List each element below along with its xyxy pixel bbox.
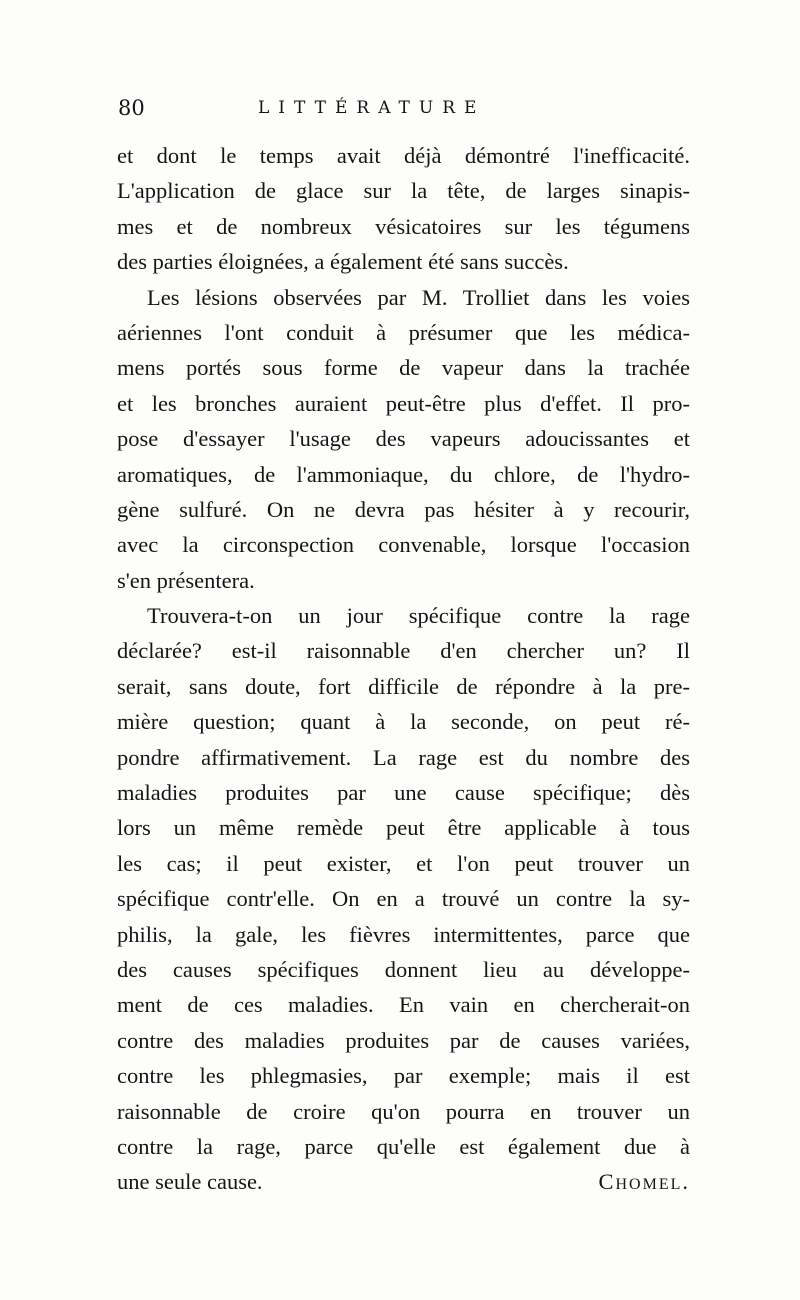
text-line: s'en présentera. <box>117 567 255 593</box>
text-line: maladies produites par une cause spécifique; dès <box>117 780 690 806</box>
text-line: raisonnable de croire qu'on pourra en trouver un <box>117 1098 690 1124</box>
text-line: spécifique contr'elle. On en a trouvé un contre la sy- <box>117 886 690 912</box>
text-line: pondre affirmativement. La rage est du nombre des <box>117 744 690 770</box>
text-line: Les lésions observées par M. Trolliet dans les voies <box>147 284 690 310</box>
text-line: contre la rage, parce qu'elle est également due à <box>117 1133 690 1159</box>
text-line: L'application de glace sur la tête, de larges sinapis- <box>117 178 690 204</box>
text-line: pose d'essayer l'usage des vapeurs adoucissantes et <box>117 426 690 452</box>
text-line: une seule cause. <box>117 1169 263 1195</box>
text-line: serait, sans doute, fort difficile de répondre à la pre- <box>117 673 690 699</box>
text-line: et les bronches auraient peut-être plus d'effet. Il pro- <box>117 390 690 416</box>
page-header <box>118 96 688 126</box>
text-line: mes et de nombreux vésicatoires sur les tégumens <box>117 213 690 239</box>
text-line: mens portés sous forme de vapeur dans la trachée <box>117 355 690 381</box>
text-line: philis, la gale, les fièvres intermittentes, parce que <box>117 921 690 947</box>
text-line: lors un même remède peut être applicable à tous <box>117 815 690 841</box>
text-line: contre les phlegmasies, par exemple; mais il est <box>117 1063 690 1089</box>
text-line: des parties éloignées, a également été sans succès. <box>117 249 569 275</box>
text-line: Trouvera-t-on un jour spécifique contre la rage <box>147 603 690 629</box>
text-line: déclarée? est-il raisonnable d'en chercher un? Il <box>117 638 690 664</box>
text-line: et dont le temps avait déjà démontré l'inefficacité. <box>117 143 690 168</box>
text-line: avec la circonspection convenable, lorsque l'occasion <box>117 532 690 558</box>
body-text <box>117 138 690 1200</box>
text-line: des causes spécifiques donnent lieu au développe- <box>117 956 690 982</box>
page-number: 80 <box>118 96 145 120</box>
text-line: aériennes l'ont conduit à présumer que les médica- <box>117 319 690 345</box>
text-line: mière question; quant à la seconde, on peut ré- <box>117 709 690 735</box>
running-title: LITTÉRATURE <box>258 98 486 118</box>
author-signature: Chomel. <box>598 1169 690 1195</box>
text-line: aromatiques, de l'ammoniaque, du chlore, de l'hydro- <box>117 461 690 487</box>
text-line: gène sulfuré. On ne devra pas hésiter à y recourir, <box>117 496 690 522</box>
text-line: les cas; il peut exister, et l'on peut trouver un <box>117 850 690 876</box>
text-line: ment de ces maladies. En vain en chercherait-on <box>117 992 690 1018</box>
text-line-last <box>117 1164 690 1199</box>
text-line: contre des maladies produites par de causes variées, <box>117 1027 690 1053</box>
